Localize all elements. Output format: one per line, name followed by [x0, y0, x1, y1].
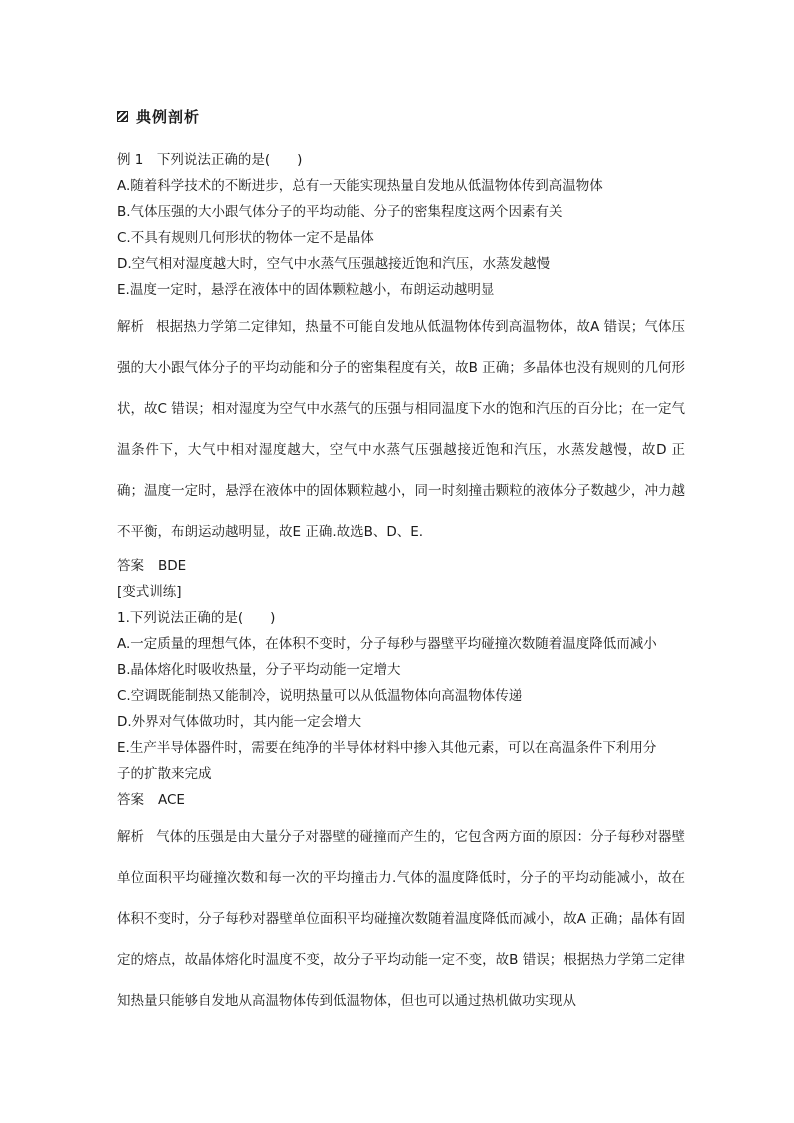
square-hatched-icon [117, 111, 128, 122]
answer-label: 答案 [117, 792, 144, 808]
example-option-d: D.空气相对湿度越大时，空气中水蒸气压强越接近饱和汽压，水蒸发越慢 [117, 256, 551, 272]
example-option-a: A.随着科学技术的不断进步，总有一天能实现热量自发地从低温物体传到高温物体 [117, 178, 603, 194]
example-analysis [117, 307, 685, 553]
practice-option-e-line1: E.生产半导体器件时，需要在纯净的半导体材料中掺入其他元素，可以在高温条件下利用分 [117, 740, 657, 756]
answer-value: BDE [158, 558, 187, 574]
answer-value: ACE [158, 792, 185, 808]
example-question [117, 147, 685, 303]
practice-option-e-line2: 子的扩散来完成 [117, 766, 212, 782]
document-body [117, 105, 685, 1022]
section-header [117, 105, 685, 127]
analysis-label: 解析 [117, 829, 145, 845]
practice-option-c: C.空调既能制热又能制冷，说明热量可以从低温物体向高温物体传递 [117, 688, 523, 704]
practice-answer [117, 787, 685, 813]
analysis-text: 气体的压强是由大量分子对器壁的碰撞而产生的，它包含两方面的原因：分子每秒对器壁单位面积平均碰撞次数和每一次的平均撞击力.气体的温度降低时，分子的平均动能减小，故在体积不变时，分子每秒对器壁单位面积平均碰撞次数随着温度降低而减小，故A 正确；晶体有固定的熔点，故晶体熔化时温度不变，故分子平均动能一定不变，故B 错误；根据热力学第二定律知热量只能够自发地从高温物体传到低温物体，但也可以通过热机做功实现从 [117, 829, 685, 1009]
example-option-c: C.不具有规则几何形状的物体一定不是晶体 [117, 230, 374, 246]
answer-label: 答案 [117, 558, 144, 574]
example-option-e: E.温度一定时，悬浮在液体中的固体颗粒越小，布朗运动越明显 [117, 282, 495, 298]
practice-option-d: D.外界对气体做功时，其内能一定会增大 [117, 714, 362, 730]
practice-stem: 1.下列说法正确的是( ) [117, 610, 276, 626]
section-title: 典例剖析 [136, 107, 201, 126]
example-option-b: B.气体压强的大小跟气体分子的平均动能、分子的密集程度这两个因素有关 [117, 204, 563, 220]
analysis-text: 根据热力学第二定律知，热量不可能自发地从低温物体传到高温物体，故A 错误；气体压强的大小跟气体分子的平均动能和分子的密集程度有关，故B 正确；多晶体也没有规则的几何形状，故C 错误；相对湿度为空气中水蒸气的压强与相同温度下水的饱和汽压的百分比；在一定气温条件下，大气中相对湿度越大，空气中水蒸气压强越接近饱和汽压，水蒸发越慢，故D 正确；温度一定时，悬浮在液体中的固体颗粒越小，同一时刻撞击颗粒的液体分子数越少，冲力越不平衡，布朗运动越明显，故E 正确.故选B、D、E. [117, 319, 685, 540]
practice-option-b: B.晶体熔化时吸收热量，分子平均动能一定增大 [117, 662, 401, 678]
example-answer [117, 553, 685, 579]
practice-header: [变式训练] [117, 584, 182, 600]
example-stem: 例 1 下列说法正确的是( ) [117, 152, 303, 168]
analysis-label: 解析 [117, 319, 145, 335]
practice-option-a: A.一定质量的理想气体，在体积不变时，分子每秒与器壁平均碰撞次数随着温度降低而减小 [117, 636, 657, 652]
practice-analysis [117, 817, 685, 1022]
